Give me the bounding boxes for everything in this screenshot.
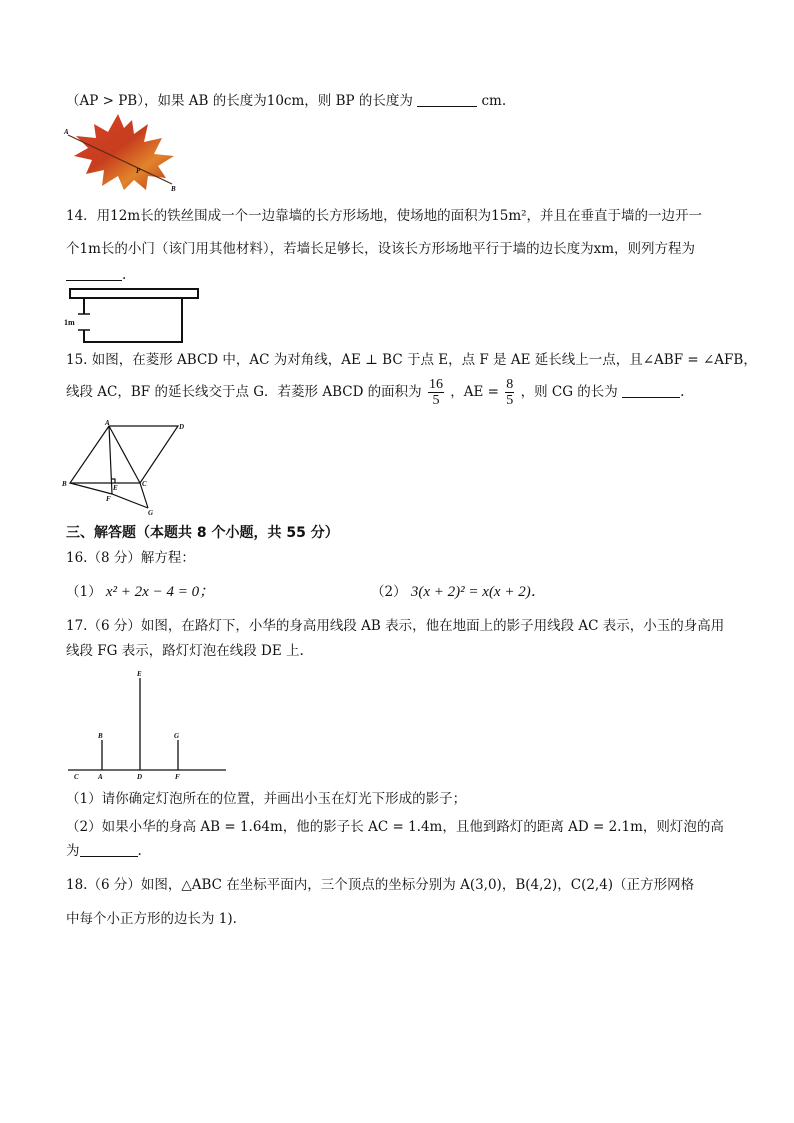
leaf-label-a: A (64, 128, 69, 136)
q15-line-2 (66, 374, 684, 410)
q15-line-2a: 线段 AC，BF 的延长线交于点 G．若菱形 ABCD 的面积为 (66, 384, 422, 400)
q18-line-1: 18.（6 分）如图，△ABC 在坐标平面内，三个顶点的坐标分别为 A(3,0)，B(4,2)，C(2,4)（正方形网格 (66, 877, 695, 893)
section-3-title: 三、解答题（本题共 8 个小题，共 55 分） (66, 525, 339, 541)
q15-end: . (680, 384, 685, 400)
q17-line-2: 线段 FG 表示，路灯灯泡在线段 DE 上. (66, 643, 304, 659)
q14-fence-figure (60, 286, 205, 346)
maple-leaf-shape (74, 114, 174, 190)
q17-sub-2-line-2 (66, 841, 142, 861)
q14-line-2: 个1m长的小门（该门用其他材料），若墙长足够长，设该长方形场地平行于墙的边长度为xm，则列方程为 (66, 241, 696, 257)
rhombus-label-g: G (148, 509, 154, 516)
lamp-label-d: D (137, 773, 143, 781)
q17-end: . (137, 843, 142, 859)
q16-part-1 (66, 582, 214, 602)
q16-part-2-label: （2） (371, 584, 407, 600)
q13-condition-text: （AP > PB），如果 AB 的长度为10cm，则 BP 的长度为 (66, 93, 413, 109)
fence-door-label: 1m (64, 318, 75, 327)
leaf-label-p: P (136, 167, 141, 175)
q18-line-2: 中每个小正方形的边长为 1). (66, 911, 237, 927)
q13-end: . (501, 93, 507, 109)
q14-end: . (122, 267, 127, 283)
q15-line-1: 15. 如图，在菱形 ABCD 中，AC 为对角线，AE ⊥ BC 于点 E，点 F 是 AE 延长线上一点，且∠ABF = ∠AFB， (66, 352, 757, 368)
lamp-label-b: B (98, 732, 103, 740)
q17-line-1: 17.（6 分）如图，在路灯下，小华的身高用线段 AB 表示，他在地面上的影子用线段 AC 表示，小玉的身高用 (66, 618, 725, 634)
lamp-label-e: E (137, 670, 142, 678)
lamp-label-g: G (174, 732, 180, 740)
rhombus-label-c: C (142, 480, 147, 488)
q16-part-1-label: （1） (66, 584, 102, 600)
leaf-label-b: B (171, 185, 176, 193)
rhombus-label-e: E (113, 484, 118, 492)
q15-fraction-area: $\frac{16}{5}$ (428, 377, 443, 408)
q15-answer-blank[interactable] (622, 383, 680, 398)
lamp-label-c: C (74, 773, 79, 781)
q14-line-1: 14．用12m长的铁丝围成一个一边靠墙的长方形场地，使场地的面积为15m²，并且在垂直于墙的一边开一 (66, 208, 703, 224)
q14-answer-blank[interactable] (66, 266, 122, 281)
rhombus-label-a: A (105, 420, 110, 427)
rhombus-label-b: B (62, 480, 67, 488)
q16-title: 16.（8 分）解方程： (66, 550, 195, 566)
lamp-label-a: A (98, 773, 103, 781)
q16-part-1-equation: x² + 2x − 4 = 0； (105, 584, 215, 600)
q13-condition-line (66, 91, 506, 111)
q16-part-2-equation: 3(x + 2)² = x(x + 2)． (410, 584, 546, 600)
q17-sub-2-prefix: 为 (66, 843, 80, 859)
q15-fraction-ae: $\frac{8}{5}$ (506, 377, 514, 408)
q15-line-2c: ，则 CG 的长为 (520, 384, 618, 400)
q15-line-2b: ，AE = (450, 384, 499, 400)
lamp-label-f: F (175, 773, 180, 781)
q13-unit: cm (481, 93, 502, 109)
q14-answer-line (66, 265, 126, 285)
q15-rhombus-figure (60, 420, 190, 516)
q17-sub-2-line-1: （2）如果小华的身高 AB = 1.64m，他的影子长 AC = 1.4m，且他到路灯的距离 AD = 2.1m，则灯泡的高 (66, 819, 724, 835)
rhombus-label-d: D (179, 423, 185, 431)
rhombus-label-f: F (106, 495, 111, 503)
q17-answer-blank[interactable] (80, 842, 138, 857)
q13-maple-leaf-figure (62, 110, 187, 194)
q17-street-lamp-figure (64, 668, 234, 782)
q16-part-2 (371, 582, 546, 602)
q17-sub-1: （1）请你确定灯泡所在的位置，并画出小玉在灯光下形成的影子； (66, 791, 467, 807)
q13-answer-blank[interactable] (417, 92, 477, 107)
